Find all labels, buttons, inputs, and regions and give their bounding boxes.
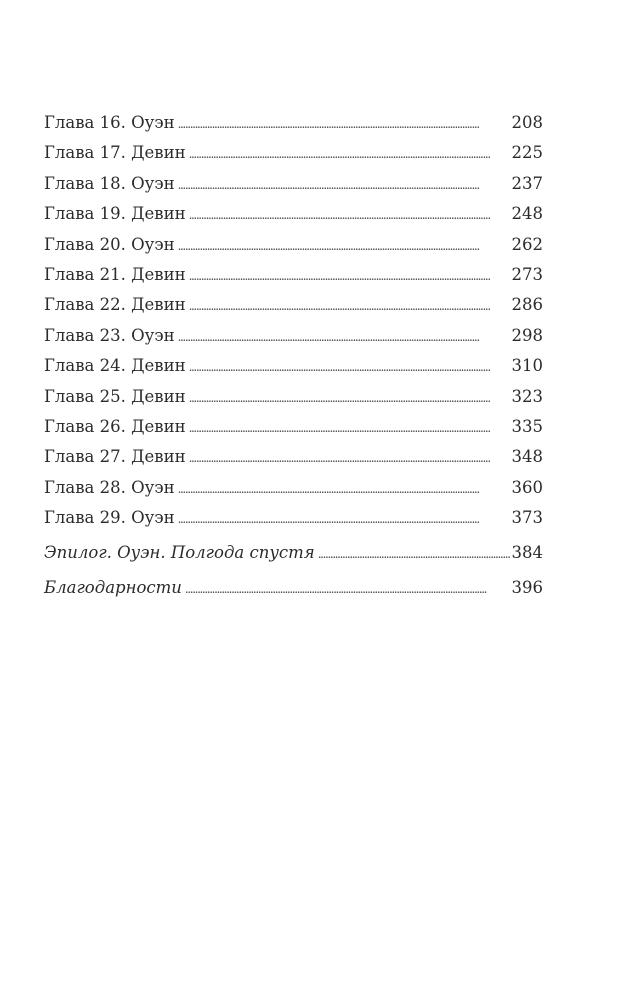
toc-entry-page: 373 [511,508,543,528]
toc-entry-title: Глава 17. Девин [44,143,186,163]
dot-leader [189,260,510,291]
toc-entry-title: Глава 16. Оуэн [44,113,175,132]
toc-entry-page: 298 [511,325,543,345]
toc-entry-title: Глава 21. Девин [44,264,186,284]
toc-entry [44,351,543,381]
toc-entry [44,138,543,168]
toc-entry-page: 286 [511,295,543,315]
toc-entry [44,442,543,472]
dot-leader [178,230,510,261]
toc-epilogue [44,535,543,570]
toc-entry [44,108,543,138]
toc-entry-title: Глава 23. Оуэн [44,325,175,345]
toc-entry [44,199,543,229]
toc-acknowledgements-title: Благодарности [44,578,182,598]
toc-entry-page: 348 [511,447,543,467]
toc-entry-page: 248 [511,204,543,224]
toc-entry [44,230,543,260]
dot-leader [189,138,510,169]
dot-leader [189,412,510,443]
toc-entry-page: 323 [511,386,543,406]
toc-epilogue-page: 384 [511,543,543,563]
toc-entry-title: Глава 25. Девин [44,386,186,406]
toc-entry [44,260,543,290]
toc-entry-page: 237 [511,173,543,193]
toc-entry-page: 273 [511,264,543,284]
dot-leader [178,321,510,352]
toc-entry-title: Глава 28. Оуэн [44,477,175,497]
dot-leader [178,503,510,534]
dot-leader [185,570,510,607]
toc-entry [44,473,543,503]
toc-entry [44,321,543,351]
toc-epilogue-title: Эпилог. Оуэн. Полгода спустя [44,543,315,563]
toc-entry-page: 225 [511,143,543,163]
toc-entry-title: Глава 27. Девин [44,447,186,467]
dot-leader [189,351,510,382]
toc-entry [44,412,543,442]
toc-entry [44,169,543,199]
toc-entry [44,290,543,320]
toc-entry [44,382,543,412]
toc-entry-title: Глава 26. Девин [44,416,186,436]
toc-entry-title: Глава 24. Девин [44,356,186,376]
dot-leader [318,535,510,572]
toc-entry-page: 262 [511,234,543,254]
toc-acknowledgements-page: 396 [511,578,543,598]
dot-leader [178,108,510,139]
toc-entry-page: 335 [511,416,543,436]
toc-entry-page: 310 [511,356,543,376]
dot-leader [189,290,510,321]
toc-entry-title: Глава 18. Оуэн [44,173,175,193]
toc-entry-title: Глава 19. Девин [44,204,186,224]
toc-entry-title: Глава 29. Оуэн [44,508,175,528]
toc-acknowledgements [44,570,543,605]
dot-leader [189,382,510,413]
toc-entry-page: 360 [511,477,543,497]
dot-leader [178,473,510,504]
toc-entry-title: Глава 20. Оуэн [44,234,175,254]
dot-leader [189,442,510,473]
dot-leader [178,169,510,200]
dot-leader [189,199,510,230]
table-of-contents [44,108,543,605]
toc-entry-page: 208 [511,113,543,132]
toc-entry [44,503,543,533]
toc-entry-title: Глава 22. Девин [44,295,186,315]
